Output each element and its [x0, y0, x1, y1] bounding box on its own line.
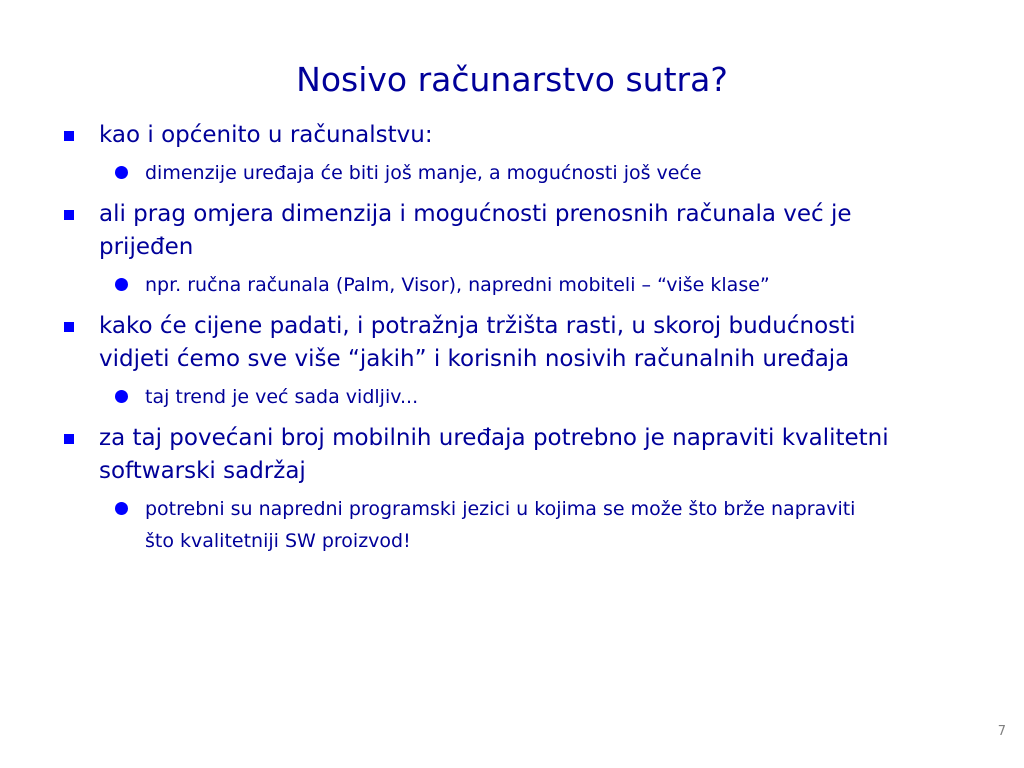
sub-bullet-text: npr. ručna računala (Palm, Visor), napredni mobiteli – “više klase”: [145, 274, 770, 296]
sub-bullet-text: dimenzije uređaja će biti još manje, a mogućnosti još veće: [145, 162, 702, 184]
bullet-text-continuation: softwarski sadržaj: [99, 458, 306, 484]
sub-bullet-text: potrebni su napredni programski jezici u kojima se može što brže napraviti: [145, 498, 856, 520]
square-bullet-icon: [64, 131, 74, 141]
bullet-text-continuation: vidjeti ćemo sve više “jakih” i korisnih nosivih računalnih uređaja: [99, 346, 850, 372]
bullet-text: kako će cijene padati, i potražnja tržišta rasti, u skoroj budućnosti: [99, 313, 856, 339]
bullet-text: kao i općenito u računalstvu:: [99, 122, 433, 148]
round-bullet-icon: [115, 390, 128, 403]
bullet-text: za taj povećani broj mobilnih uređaja potrebno je napraviti kvalitetni: [99, 425, 889, 451]
square-bullet-icon: [64, 434, 74, 444]
square-bullet-icon: [64, 322, 74, 332]
sub-bullet-text: taj trend je već sada vidljiv...: [145, 386, 419, 408]
bullet-text: ali prag omjera dimenzija i mogućnosti prenosnih računala već je: [99, 201, 852, 227]
round-bullet-icon: [115, 278, 128, 291]
round-bullet-icon: [115, 166, 128, 179]
round-bullet-icon: [115, 502, 128, 515]
square-bullet-icon: [64, 210, 74, 220]
slide-title: Nosivo računarstvo sutra?: [296, 60, 728, 99]
page-number: 7: [997, 724, 1006, 739]
bullet-text-continuation: prijeđen: [99, 234, 194, 260]
sub-bullet-text-continuation: što kvalitetniji SW proizvod!: [145, 530, 411, 552]
